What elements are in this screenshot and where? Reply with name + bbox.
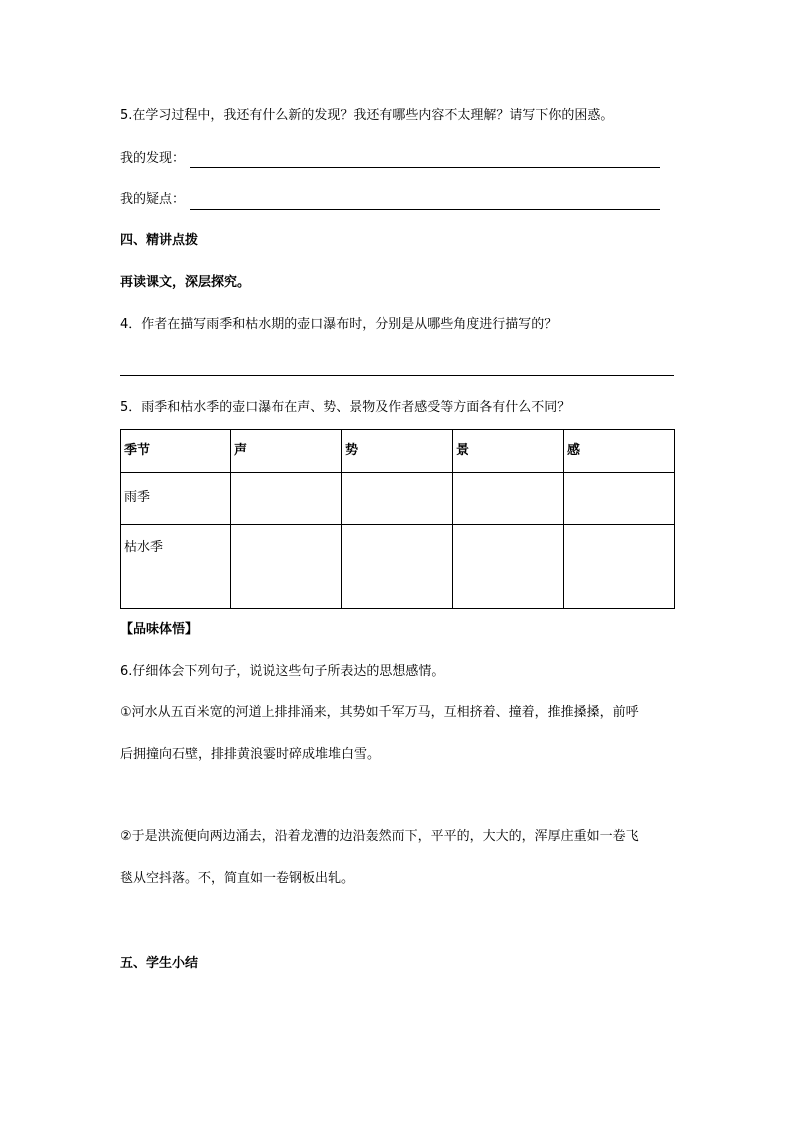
- sentence-1-line-1: ①河水从五百米宽的河道上排排涌来，其势如千军万马，互相挤着、撞着，推推搡搡，前呼: [120, 705, 639, 720]
- table-row: [121, 473, 675, 525]
- header-scenery: 景: [453, 430, 564, 473]
- question-6: 6.仔细体会下列句子，说说这些句子所表达的思想感情。: [120, 664, 445, 679]
- table-row: [121, 525, 675, 609]
- doubt-answer-line[interactable]: [190, 209, 660, 210]
- header-sound: 声: [231, 430, 342, 473]
- discovery-row: [120, 150, 185, 168]
- answer-cell[interactable]: [231, 525, 342, 609]
- section4-heading: 四、精讲点拨: [120, 233, 199, 248]
- answer-cell[interactable]: [231, 473, 342, 525]
- section4-subheading: 再读课文，深层探究。: [120, 275, 251, 290]
- section5-heading: 五、学生小结: [120, 956, 199, 971]
- q4-answer-line[interactable]: [120, 375, 674, 376]
- comparison-table: [120, 429, 675, 609]
- discovery-answer-line[interactable]: [190, 167, 660, 168]
- doubt-label: 我的疑点：: [120, 192, 186, 207]
- answer-cell[interactable]: [564, 473, 675, 525]
- answer-cell[interactable]: [453, 525, 564, 609]
- header-feeling: 感: [564, 430, 675, 473]
- question-5: 5．雨季和枯水季的壶口瀑布在声、势、景物及作者感受等方面各有什么不同？: [120, 400, 571, 415]
- answer-cell[interactable]: [342, 525, 453, 609]
- answer-cell[interactable]: [342, 473, 453, 525]
- doubt-row: [120, 191, 185, 209]
- sentence-2-line-1: ②于是洪流便向两边涌去，沿着龙漕的边沿轰然而下，平平的，大大的，浑厚庄重如一卷飞: [120, 829, 639, 844]
- sentence-2-line-2: 毯从空抖落。不，简直如一卷钢板出轧。: [120, 871, 355, 886]
- header-season: 季节: [121, 430, 231, 473]
- sentence-1-line-2: 后拥撞向石壁，排排黄浪霎时碎成堆堆白雪。: [120, 747, 381, 762]
- appreciation-heading: 【品味体悟】: [120, 622, 199, 637]
- discovery-label: 我的发现：: [120, 151, 186, 166]
- header-momentum: 势: [342, 430, 453, 473]
- answer-cell[interactable]: [453, 473, 564, 525]
- row-season-label: 雨季: [121, 473, 231, 525]
- q5-reflection-prompt: 5.在学习过程中，我还有什么新的发现？我还有哪些内容不太理解？请写下你的困惑。: [120, 108, 614, 123]
- answer-cell[interactable]: [564, 525, 675, 609]
- row-season-label: 枯水季: [121, 525, 231, 609]
- table-header-row: [121, 430, 675, 473]
- question-4: 4．作者在描写雨季和枯水期的壶口瀑布时，分别是从哪些角度进行描写的？: [120, 317, 558, 332]
